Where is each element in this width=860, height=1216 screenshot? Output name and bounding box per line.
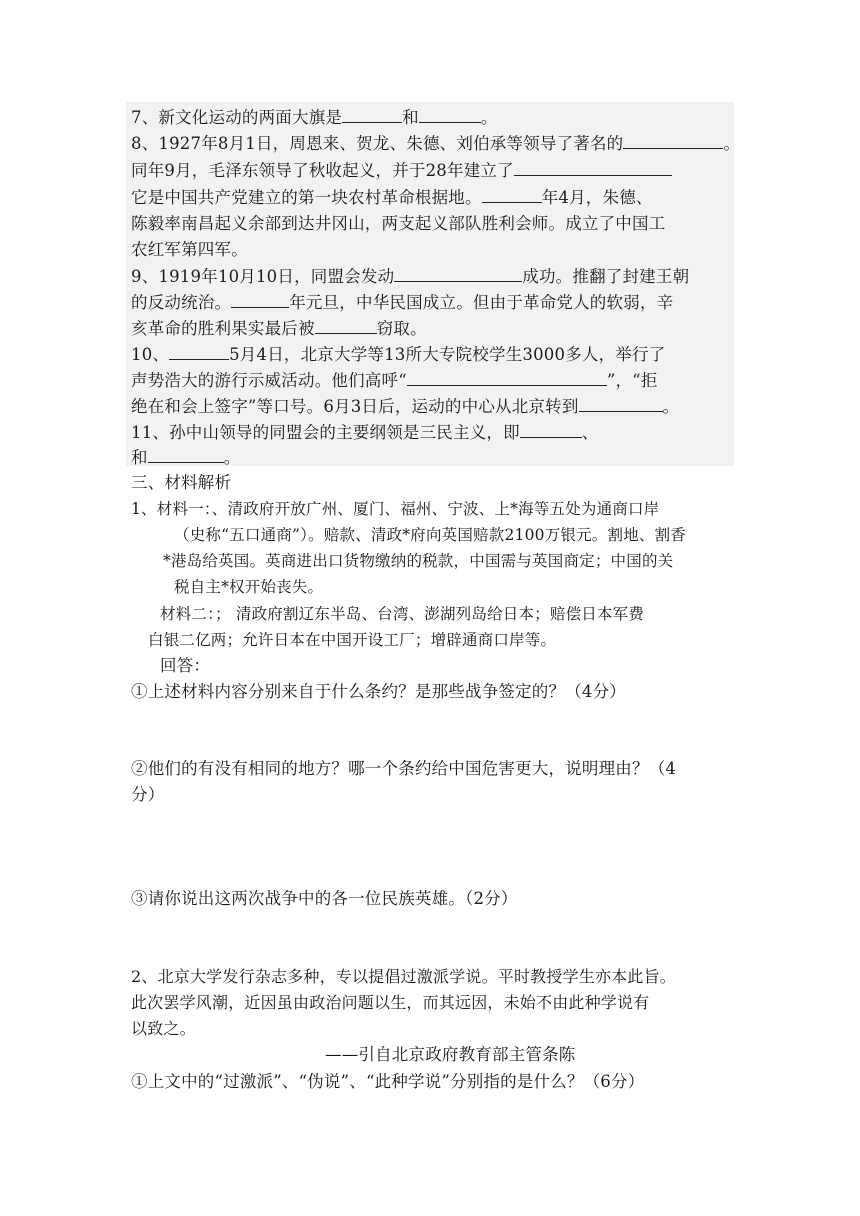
answer-blank [419, 108, 481, 123]
material-q2-source: ——引自北京政府教育部主管条陈 [325, 1045, 576, 1064]
answer-blank [407, 371, 607, 386]
answer-blank [231, 293, 289, 308]
answer-blank [315, 319, 377, 334]
answer-blank [623, 134, 723, 149]
answer-label: 回答： [160, 656, 211, 675]
sub-question-2-line-2: 分） [131, 785, 165, 804]
q2-sub-question-1: ①上文中的“过激派”、“伪说”、“此种学说”分别指的是什么？（6分） [131, 1072, 645, 1091]
material-1-line-3: *港岛给英国。英商进出口货物缴纳的税款，中国需与英国商定；中国的关 [163, 552, 674, 570]
sub-question-3: ③请你说出这两次战争中的各一位民族英雄。（2分） [131, 889, 518, 908]
material-1-line-4: 税自主*权开始丧失。 [174, 578, 324, 596]
material-2-line-2: 白银二亿两；允许日本在中国开设工厂；增辟通商口岸等。 [148, 631, 557, 649]
question-8-line-4: 陈毅率南昌起义余部到达井冈山，两支起义部队胜利会师。成立了中国工 [131, 214, 666, 233]
question-10-line-1: 10、 5月4日，北京大学等13所大专院校学生3000多人，举行了 [131, 345, 666, 364]
material-1-line-1: 1、材料一：、清政府开放广州、厦门、福州、宁波、上*海等五处为通商口岸 [131, 500, 660, 518]
answer-blank [342, 108, 402, 123]
answer-blank [514, 161, 672, 176]
question-8-line-3: 它是中国共产党建立的第一块农村革命根据地。 年4月，朱德、 [131, 188, 653, 207]
answer-blank [169, 345, 229, 360]
sub-question-2-line-1: ②他们的有没有相同的地方？哪一个条约给中国危害更大，说明理由？（4 [131, 759, 677, 778]
question-11-line-1: 11、孙中山领导的同盟会的主要纲领是三民主义，即 、 [131, 423, 599, 442]
question-10-line-2: 声势浩大的游行示威活动。他们高呼“ ”，“拒 [131, 371, 658, 390]
question-11-line-2: 和 。 [131, 448, 241, 467]
section-3-title: 三、材料解析 [131, 473, 232, 492]
answer-blank [148, 448, 224, 463]
answer-blank [394, 267, 522, 282]
question-9-line-2: 的反动统治。 年元旦，中华民国成立。但由于革命党人的软弱，辛 [131, 293, 674, 312]
question-9-line-3: 亥革命的胜利果实最后被 窃取。 [131, 319, 427, 338]
material-2-line-1: 材料二：； 清政府割辽东半岛、台湾、澎湖列岛给日本；赔偿日本军费 [160, 605, 645, 623]
material-q2-line-1: 2、北京大学发行杂志多种，专以提倡过激派学说。平时教授学生亦本此旨。 [131, 967, 676, 986]
question-9-line-1: 9、1919年10月10日，同盟会发动 成功。推翻了封建王朝 [131, 267, 690, 286]
material-q2-line-3: 以致之。 [131, 1019, 196, 1038]
answer-blank [482, 188, 542, 203]
sub-question-1: ①上述材料内容分别来自于什么条约？是那些战争签定的？（4分） [131, 682, 626, 701]
question-10-line-3: 绝在和会上签字”等口号。6月3日后，运动的中心从北京转到 。 [131, 397, 680, 416]
question-8-line-5: 农红军第四军。 [131, 240, 248, 259]
question-8-line-1: 8、1927年8月1日，周恩来、贺龙、朱德、刘伯承等领导了著名的 。 [131, 134, 741, 153]
question-8-line-2: 同年9月，毛泽东领导了秋收起义，并于28年建立了 [131, 159, 672, 183]
material-q2-line-2: 此次罢学风潮，近因虽由政治问题以生，而其远因，未始不由此种学说有 [131, 993, 650, 1012]
question-7: 7、新文化运动的两面大旗是 和 。 [131, 108, 498, 127]
answer-blank [579, 397, 663, 412]
material-1-line-2: （史称“五口通商”）。赔款、清政*府向英国赔款2100万银元。割地、割香 [174, 526, 686, 544]
answer-blank [520, 423, 582, 438]
